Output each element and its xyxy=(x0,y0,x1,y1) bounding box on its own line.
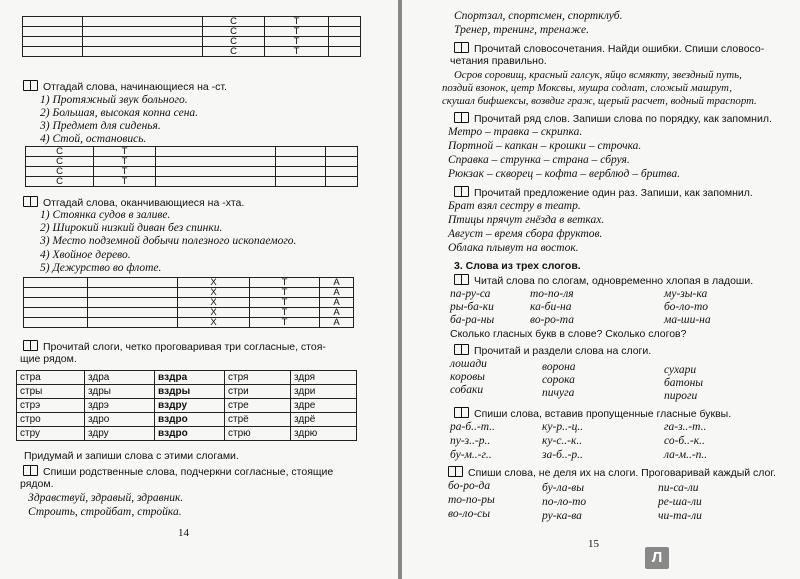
table-cell xyxy=(329,47,361,57)
table-cell xyxy=(326,147,358,157)
table-cell: стры xyxy=(17,385,85,399)
table-cell: Т xyxy=(265,27,329,37)
grid-row xyxy=(24,298,354,308)
page-number: 15 xyxy=(588,538,599,550)
word: бу-ла-вы xyxy=(542,482,585,494)
riddle-item: 4) Стой, остановись. xyxy=(40,133,147,145)
table-cell: Т xyxy=(265,47,329,57)
riddle-item: 4) Хвойное дерево. xyxy=(40,249,131,261)
table-cell xyxy=(326,167,358,177)
table-cell: стрэ xyxy=(17,399,85,413)
table-cell: здро xyxy=(85,413,155,427)
question: Сколько гласных букв в слове? Сколько слогов? xyxy=(450,328,687,340)
table-cell: Т xyxy=(250,308,320,318)
table-cell: стра xyxy=(17,371,85,385)
grid-row xyxy=(23,27,361,37)
sentence: Облака плывут на восток. xyxy=(448,242,579,254)
book-icon xyxy=(454,407,469,418)
word: коровы xyxy=(450,371,485,383)
table-cell: Т xyxy=(250,288,320,298)
table-cell: стре xyxy=(225,399,291,413)
table-cell: здрэ xyxy=(85,399,155,413)
error-line: скушал бифшексы, возвдиг граж, щерый расчет, водный траспорт. xyxy=(442,95,757,107)
sentence: Птицы прячут гнёзда в ветках. xyxy=(448,214,605,226)
word: ры-ба-ки xyxy=(450,301,494,313)
error-line: Осров соровищ, красный галсук, яйцо всмякту, звездный путь, xyxy=(454,69,742,81)
table-cell xyxy=(24,308,88,318)
grid-row xyxy=(24,278,354,288)
grid-row xyxy=(23,17,361,27)
exercise-syllables-cont: щие рядом. xyxy=(20,353,77,365)
syllable-row xyxy=(17,427,357,441)
table-cell xyxy=(23,47,83,57)
book-icon xyxy=(23,80,38,91)
word: ру-ка-ва xyxy=(542,510,582,522)
table-cell: здрё xyxy=(291,413,357,427)
grid-row xyxy=(24,308,354,318)
table-cell xyxy=(24,288,88,298)
table-cell: С xyxy=(26,177,94,187)
word: со-б..-к.. xyxy=(664,435,705,447)
table-cell xyxy=(83,17,203,27)
table-cell: С xyxy=(203,17,265,27)
riddle-item: 1) Протяжный звук больного. xyxy=(40,94,188,106)
table-cell: А xyxy=(320,278,354,288)
exercise-syllables: Прочитай слоги, четко проговаривая три согласные, стоя- xyxy=(23,340,326,354)
table-cell xyxy=(88,308,178,318)
syllable-row xyxy=(17,399,357,413)
table-cell: здры xyxy=(85,385,155,399)
table-cell xyxy=(88,298,178,308)
table-cell: А xyxy=(320,318,354,328)
table-cell: Т xyxy=(94,167,156,177)
table-cell: здри xyxy=(291,385,357,399)
table-cell xyxy=(156,157,276,167)
table-cell xyxy=(156,177,276,187)
word: то-по-ля xyxy=(530,288,574,300)
word: бо-ро-да xyxy=(448,480,491,492)
table-cell: стрю xyxy=(225,427,291,441)
table-cell: Х xyxy=(178,288,250,298)
exercise-missing-vowels: Спиши слова, вставив пропущенные гласные буквы. xyxy=(454,407,731,421)
riddle-item: 5) Дежурство во флоте. xyxy=(40,262,162,274)
table-cell: вздры xyxy=(155,385,225,399)
table-cell: С xyxy=(26,157,94,167)
table-cell: Х xyxy=(178,278,250,288)
table-cell xyxy=(24,318,88,328)
exercise-guess-st: Отгадай слова, начинающиеся на -ст. xyxy=(23,80,227,94)
publisher-logo: Л xyxy=(645,547,669,569)
exercise-find-errors-cont: четания правильно. xyxy=(450,55,547,67)
exercise-divide-syllables: Прочитай и раздели слова на слоги. xyxy=(454,344,651,358)
word: батоны xyxy=(664,377,704,389)
table-cell: вздра xyxy=(155,371,225,385)
table-cell xyxy=(276,147,326,157)
sentence: Август – время сбора фруктов. xyxy=(448,228,603,240)
book-icon xyxy=(454,112,469,123)
table-cell: вздро xyxy=(155,427,225,441)
exercise-clap-syllables: Читай слова по слогам, одновременно хлопая в ладоши. xyxy=(454,274,753,288)
table-cell: Т xyxy=(265,37,329,47)
exercise-invent-words: Придумай и запиши слова с этими слогами. xyxy=(24,450,239,462)
table-cell: здру xyxy=(85,427,155,441)
word: ра-б..-т.. xyxy=(450,421,495,433)
table-cell: Т xyxy=(250,298,320,308)
exercise-related-words: Спиши родственные слова, подчеркни согласные, стоящие xyxy=(23,465,333,479)
sentence: Брат взял сестру в театр. xyxy=(448,200,581,212)
word: ба-ра-ны xyxy=(450,314,495,326)
table-cell xyxy=(156,167,276,177)
right-page xyxy=(402,0,800,579)
st-grid-table xyxy=(25,146,358,187)
exercise-find-errors: Прочитай словосочетания. Найди ошибки. Спиши словосо- xyxy=(454,42,764,56)
left-page xyxy=(0,0,398,579)
table-cell xyxy=(24,298,88,308)
table-cell xyxy=(329,17,361,27)
book-icon xyxy=(454,42,469,53)
exercise-read-once: Прочитай предложение один раз. Запиши, как запомнил. xyxy=(454,186,753,200)
table-cell: вздро xyxy=(155,413,225,427)
table-cell: Т xyxy=(250,278,320,288)
table-cell xyxy=(23,37,83,47)
word: пу-з..-р.. xyxy=(450,435,491,447)
table-cell: А xyxy=(320,298,354,308)
word: ворона xyxy=(542,361,576,373)
section-heading: 3. Слова из трех слогов. xyxy=(454,260,581,272)
word: га-з..-т.. xyxy=(664,421,707,433)
word: ку-р..-ц.. xyxy=(542,421,584,433)
riddle-item: 3) Предмет для сиденья. xyxy=(40,120,161,132)
table-cell: С xyxy=(26,147,94,157)
top-grid-table xyxy=(22,16,361,57)
word: па-ру-са xyxy=(450,288,491,300)
word: сорока xyxy=(542,374,575,386)
book-icon xyxy=(448,466,463,477)
word: лошади xyxy=(450,358,487,370)
table-cell: Х xyxy=(178,298,250,308)
word: то-по-ры xyxy=(448,494,495,506)
text-line: Тренер, тренинг, тренаже. xyxy=(454,24,589,36)
word: бу-м..-г.. xyxy=(450,449,492,461)
riddle-item: 2) Большая, высокая копна сена. xyxy=(40,107,199,119)
table-cell xyxy=(83,47,203,57)
table-cell: стрё xyxy=(225,413,291,427)
table-cell xyxy=(329,27,361,37)
table-cell: Х xyxy=(178,308,250,318)
book-icon xyxy=(454,344,469,355)
table-cell: Х xyxy=(178,318,250,328)
word: сухари xyxy=(664,364,697,376)
table-cell xyxy=(156,147,276,157)
riddle-item: 1) Стоянка судов в заливе. xyxy=(40,209,171,221)
table-cell: стря xyxy=(225,371,291,385)
table-cell xyxy=(329,37,361,47)
table-cell xyxy=(276,167,326,177)
table-cell xyxy=(24,278,88,288)
word: во-ло-сы xyxy=(448,508,491,520)
related-words-line: Строить, стройбат, стройка. xyxy=(28,506,182,518)
table-cell: здра xyxy=(85,371,155,385)
book-icon xyxy=(454,274,469,285)
grid-row xyxy=(26,167,358,177)
grid-row xyxy=(23,47,361,57)
table-cell: стри xyxy=(225,385,291,399)
table-cell: вздру xyxy=(155,399,225,413)
word: по-ло-то xyxy=(542,496,587,508)
table-cell: здре xyxy=(291,399,357,413)
word: ла-м..-п.. xyxy=(664,449,708,461)
table-cell xyxy=(23,17,83,27)
table-cell: здрю xyxy=(291,427,357,441)
table-cell: А xyxy=(320,288,354,298)
table-cell xyxy=(326,157,358,167)
exercise-guess-hta: Отгадай слова, оканчивающиеся на -хта. xyxy=(23,196,244,210)
table-cell xyxy=(88,288,178,298)
syllables-table xyxy=(16,370,357,441)
table-cell: С xyxy=(203,27,265,37)
error-line: поздий взонок, цетр Моксвы, мушра содлат, сложый машрут, xyxy=(442,82,732,94)
word: за-б..-р.. xyxy=(542,449,583,461)
exercise-word-order: Прочитай ряд слов. Запиши слова по порядку, как запомнил. xyxy=(454,112,772,126)
book-icon xyxy=(23,465,38,476)
word: ка-би-на xyxy=(530,301,572,313)
table-cell: С xyxy=(203,37,265,47)
word: пичуга xyxy=(542,387,575,399)
table-cell xyxy=(83,37,203,47)
grid-row xyxy=(26,147,358,157)
grid-row xyxy=(24,318,354,328)
word-chain: Метро – травка – скрипка. xyxy=(448,126,583,138)
related-words-line: Здравствуй, здравый, здравник. xyxy=(28,492,184,504)
word: бо-ло-то xyxy=(664,301,709,313)
table-cell xyxy=(326,177,358,187)
table-cell: здря xyxy=(291,371,357,385)
word: собаки xyxy=(450,384,484,396)
table-cell: А xyxy=(320,308,354,318)
text-line: Спортзал, спортсмен, спортклуб. xyxy=(454,10,623,22)
table-cell xyxy=(88,318,178,328)
page-number: 14 xyxy=(178,527,189,539)
word-chain: Справка – струнка – страна – сбруя. xyxy=(448,154,630,166)
word: му-зы-ка xyxy=(664,288,708,300)
table-cell: Т xyxy=(94,157,156,167)
word: пироги xyxy=(664,390,698,402)
book-icon xyxy=(454,186,469,197)
grid-row xyxy=(26,157,358,167)
hta-grid-table xyxy=(23,277,354,328)
word: чи-та-ли xyxy=(658,510,702,522)
syllable-row xyxy=(17,385,357,399)
table-cell: Т xyxy=(265,17,329,27)
word-chain: Портной – капкан – крошки – строчка. xyxy=(448,140,642,152)
table-cell xyxy=(88,278,178,288)
book-icon xyxy=(23,196,38,207)
table-cell: Т xyxy=(94,177,156,187)
table-cell xyxy=(83,27,203,37)
word: ре-ша-ли xyxy=(658,496,702,508)
table-cell xyxy=(276,157,326,167)
word: во-ро-та xyxy=(530,314,574,326)
riddle-item: 2) Широкий низкий диван без спинки. xyxy=(40,222,223,234)
table-cell: Т xyxy=(250,318,320,328)
grid-row xyxy=(23,37,361,47)
table-cell: стро xyxy=(17,413,85,427)
table-cell: С xyxy=(26,167,94,177)
table-cell: Т xyxy=(94,147,156,157)
grid-row xyxy=(24,288,354,298)
riddle-item: 3) Место подземной добычи полезного ископаемого. xyxy=(40,235,297,247)
grid-row xyxy=(26,177,358,187)
word-chain: Рюкзак – скворец – кофта – верблюд – бритва. xyxy=(448,168,680,180)
table-cell: С xyxy=(203,47,265,57)
exercise-related-words-cont: рядом. xyxy=(20,478,54,490)
table-cell xyxy=(23,27,83,37)
book-icon xyxy=(23,340,38,351)
word: пи-са-ли xyxy=(658,482,699,494)
exercise-copy-words: Спиши слова, не деля их на слоги. Проговаривай каждый слог. xyxy=(448,466,776,480)
syllable-row xyxy=(17,413,357,427)
table-cell: стру xyxy=(17,427,85,441)
word: ма-ши-на xyxy=(664,314,711,326)
word: ку-с..-к.. xyxy=(542,435,583,447)
table-cell xyxy=(276,177,326,187)
syllable-row xyxy=(17,371,357,385)
